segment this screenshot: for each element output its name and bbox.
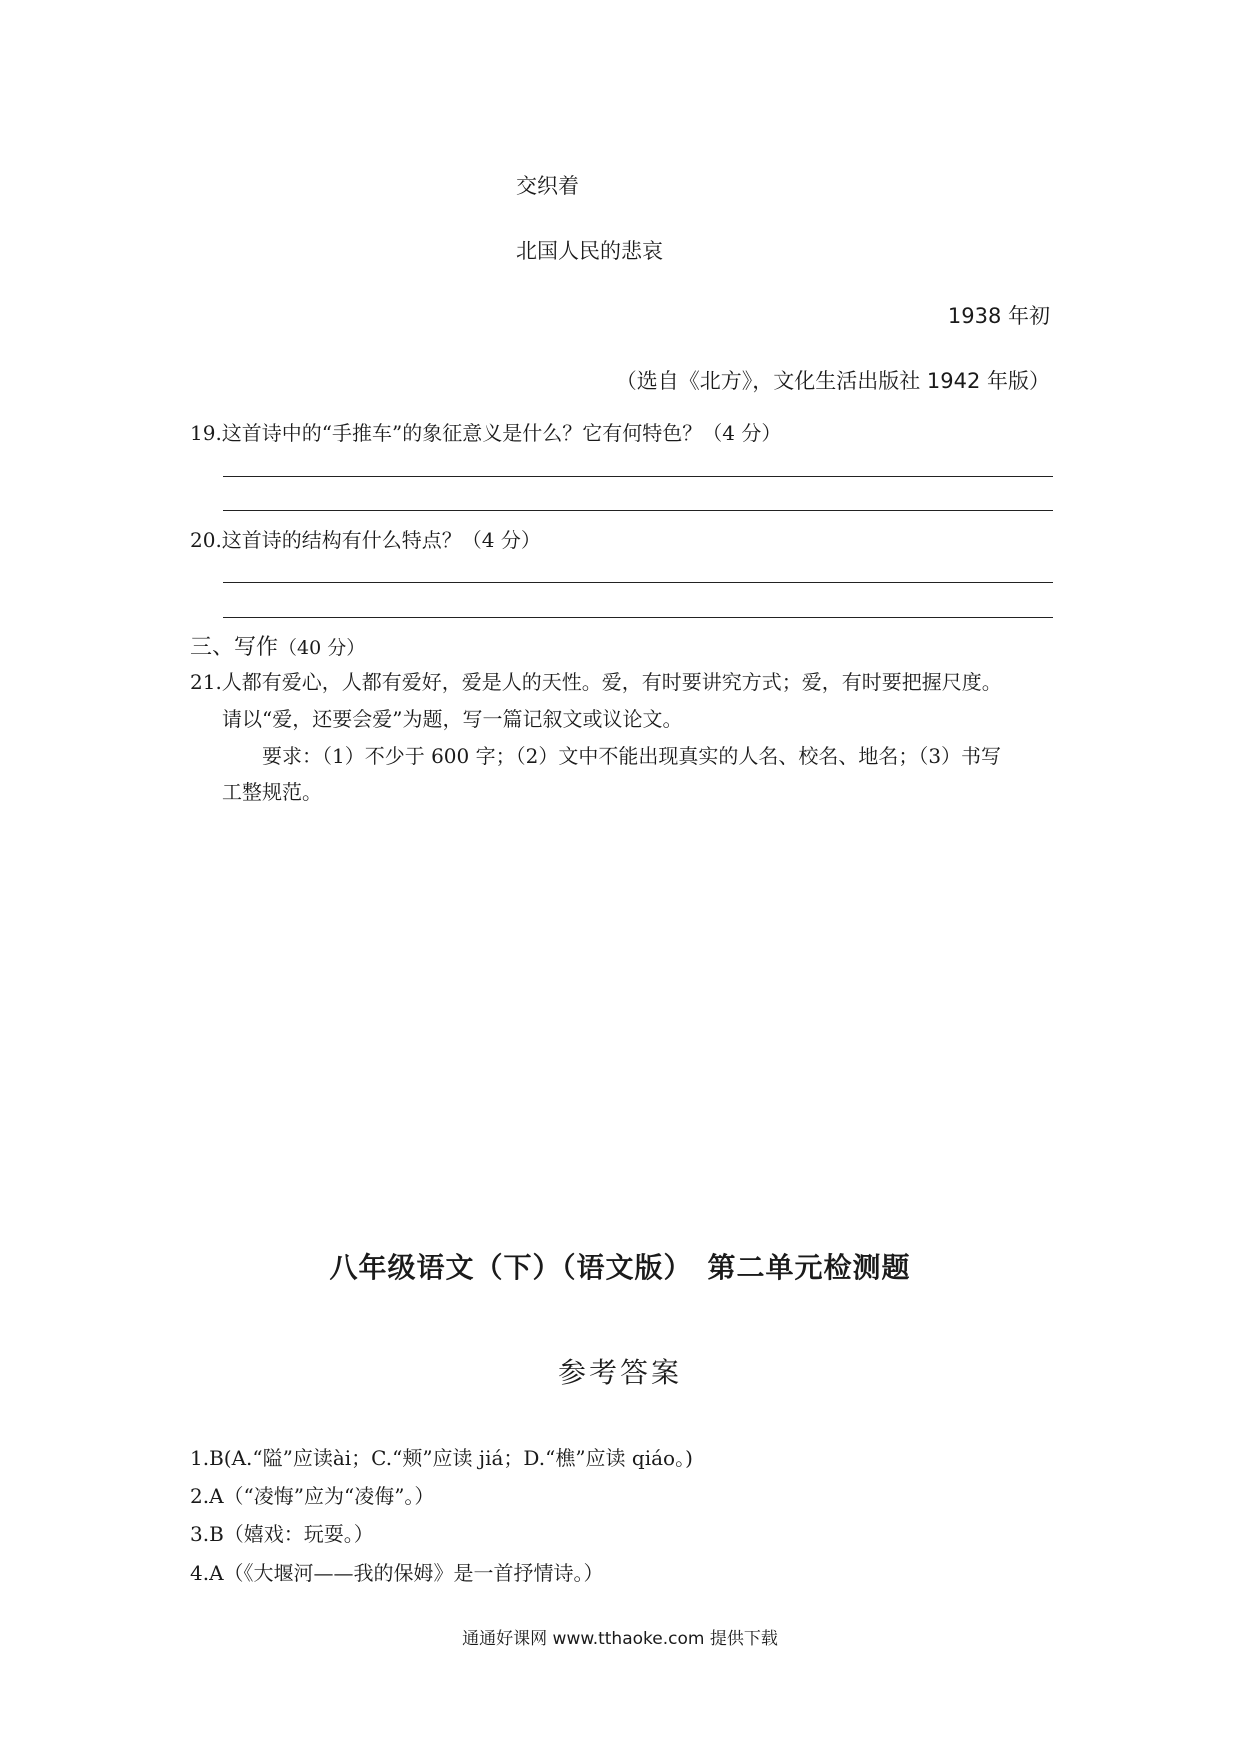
section-title: 三、写作 — [190, 635, 279, 660]
writing-prompt-line: 21.人都有爱心，人都有爱好，爱是人的天性。爱，有时要讲究方式；爱，有时要把握尺度。 — [190, 670, 1002, 694]
question-19: 19.这首诗中的“手推车”的象征意义是什么？它有何特色？（4 分） — [190, 421, 782, 445]
writing-requirements: 要求：（1）不少于 600 字；（2）文中不能出现真实的人名、校名、地名；（3）书写 — [262, 744, 1002, 768]
poem-line: 交织着 — [516, 174, 579, 198]
answer-item: 2.A（“凌悔”应为“凌侮”。） — [190, 1484, 435, 1508]
poem-date: 1938 年初 — [947, 304, 1050, 328]
answer-line — [223, 510, 1053, 511]
section-points: （40 分） — [278, 637, 366, 659]
answer-item: 4.A（《大堰河——我的保姆》是一首抒情诗。） — [190, 1561, 604, 1585]
answer-line — [223, 476, 1053, 477]
writing-requirements: 工整规范。 — [222, 780, 322, 804]
answer-line — [223, 617, 1053, 618]
answer-item: 3.B（嬉戏：玩耍。） — [190, 1522, 374, 1546]
answer-key-subtitle: 参考答案 — [557, 1356, 682, 1389]
section-heading — [190, 630, 365, 661]
answer-key-title: 八年级语文（下）（语文版） 第二单元检测题 — [329, 1251, 911, 1284]
writing-prompt-line: 请以“爱，还要会爱”为题，写一篇记叙文或议论文。 — [222, 707, 683, 731]
answer-line — [223, 582, 1053, 583]
footer-download-note: 通通好课网 www.tthaoke.com 提供下载 — [462, 1629, 778, 1649]
question-20: 20.这首诗的结构有什么特点？（4 分） — [190, 528, 541, 552]
poem-line: 北国人民的悲哀 — [516, 239, 663, 263]
answer-item: 1.B(A.“隘”应读ài；C.“颊”应读 jiá；D.“樵”应读 qiáo。) — [190, 1446, 693, 1470]
poem-source: （选自《北方》，文化生活出版社 1942 年版） — [615, 369, 1050, 393]
